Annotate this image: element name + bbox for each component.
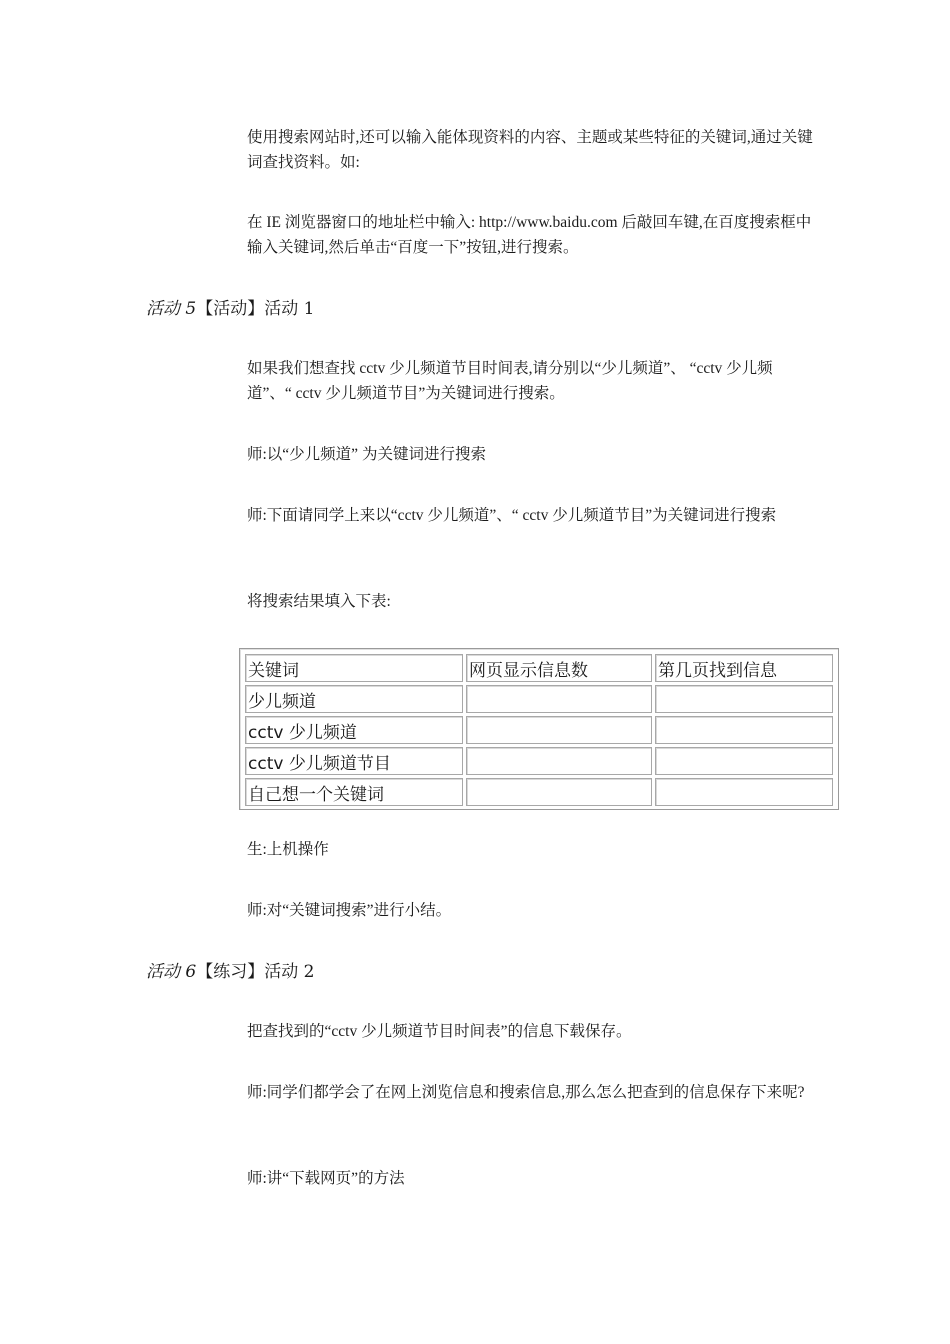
- table-row: [245, 747, 833, 775]
- activity-5-title: 【活动】活动 1: [196, 299, 315, 319]
- header-found-page: 第几页找到信息: [655, 654, 833, 682]
- activity-6-heading: [146, 960, 314, 984]
- student-line: 生:上机操作: [247, 841, 329, 858]
- activity-6-number: 活动 6: [146, 962, 197, 982]
- teacher-question: 师:同学们都学会了在网上浏览信息和搜索信息,那么怎么把查到的信息保存下来呢?: [247, 1084, 805, 1101]
- table-row: [245, 716, 833, 744]
- row-result-count: [466, 685, 652, 713]
- row-found-page: [655, 685, 833, 713]
- row-keyword: 自己想一个关键词: [245, 778, 463, 806]
- row-found-page: [655, 716, 833, 744]
- exercise-paragraph: 把查找到的“cctv 少儿频道节目时间表”的信息下载保存。: [247, 1023, 632, 1040]
- activity-5-heading: [146, 297, 314, 321]
- activity-5-number: 活动 5: [146, 299, 197, 319]
- keyword-table-frame: [239, 648, 839, 810]
- row-keyword: cctv 少儿频道: [245, 716, 463, 744]
- row-result-count: [466, 778, 652, 806]
- teacher-summary-line: 师:对“关键词搜索”进行小结。: [247, 902, 452, 919]
- teacher-line-1: 师:以“少儿频道” 为关键词进行搜索: [247, 446, 486, 463]
- intro-paragraph: 使用搜索网站时,还可以输入能体现资料的内容、主题或某些特征的关键词,通过关键词查找资料。如:: [247, 129, 813, 171]
- row-result-count: [466, 716, 652, 744]
- table-row: [245, 685, 833, 713]
- header-keyword: 关键词: [245, 654, 463, 682]
- row-found-page: [655, 747, 833, 775]
- row-keyword: cctv 少儿频道节目: [245, 747, 463, 775]
- fill-table-instruction: 将搜索结果填入下表:: [247, 593, 391, 610]
- keyword-table: [242, 651, 836, 809]
- row-result-count: [466, 747, 652, 775]
- activity-6-title: 【练习】活动 2: [196, 962, 315, 982]
- table-header-row: [245, 654, 833, 682]
- row-found-page: [655, 778, 833, 806]
- row-keyword: 少儿频道: [245, 685, 463, 713]
- teacher-line-2: 师:下面请同学上来以“cctv 少儿频道”、“ cctv 少儿频道节目”为关键词进行搜索: [247, 507, 777, 524]
- table-row: [245, 778, 833, 806]
- task-paragraph: 如果我们想查找 cctv 少儿频道节目时间表,请分别以“少儿频道”、 “cctv 少儿频道”、“ cctv 少儿频道节目”为关键词进行搜索。: [247, 360, 773, 402]
- instruction-paragraph: 在 IE 浏览器窗口的地址栏中输入: http://www.baidu.com 后敲回车键,在百度搜索框中输入关键词,然后单击“百度一下”按钮,进行搜索。: [247, 214, 812, 256]
- teacher-method-line: 师:讲“下载网页”的方法: [247, 1170, 405, 1187]
- header-result-count: 网页显示信息数: [466, 654, 652, 682]
